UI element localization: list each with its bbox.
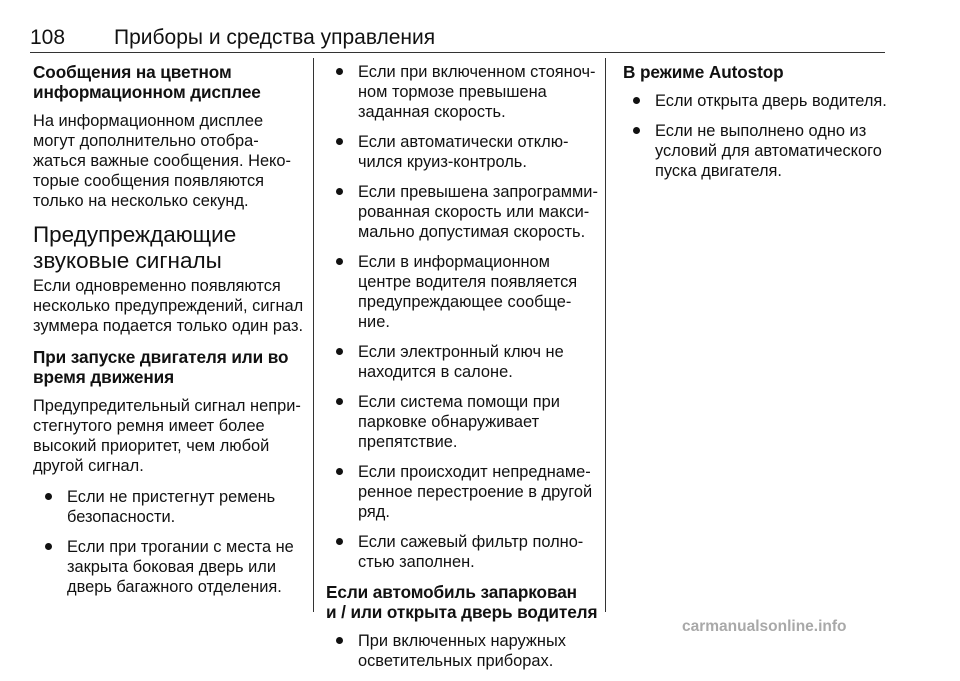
list-item: При включенных наружных осветительных приборах. <box>326 631 596 671</box>
heading-autostop: В режиме Autostop <box>623 62 784 82</box>
page-header <box>30 26 885 53</box>
list-item: Если не выполнено одно из условий для автоматического пуска двигателя. <box>623 121 893 181</box>
column-2 <box>326 62 596 681</box>
page-title: Приборы и средства управления <box>114 26 436 49</box>
list-item: Если система помощи при парковке обнаруживает препятствие. <box>326 392 596 452</box>
bullet-list-parked <box>326 631 596 671</box>
watermark: carmanualsonline.info <box>682 618 847 635</box>
heading-color-display-messages: Сообщения на цветном информационном дисплее <box>33 62 261 102</box>
heading-warning-chimes: Предупреждающие звуковые сигналы <box>33 222 237 273</box>
column-divider-1 <box>313 58 314 612</box>
list-item: Если электронный ключ не находится в салоне. <box>326 342 596 382</box>
column-3 <box>623 62 893 191</box>
bullet-list-col1 <box>33 487 305 597</box>
heading-start-driving: При запуске двигателя или во время движения <box>33 347 289 387</box>
column-divider-2 <box>605 58 606 612</box>
bullet-list-col2 <box>326 62 596 572</box>
paragraph-messages: На информационном дисплее могут дополнительно отобра- жаться важные сообщения. Неко- торые сообщения появляются только на несколько секунд. <box>33 112 291 210</box>
page-number: 108 <box>30 26 66 49</box>
list-item: Если в информационном центре водителя появляется предупреждающее сообще- ние. <box>326 252 596 332</box>
list-item: Если сажевый фильтр полно- стью заполнен. <box>326 532 596 572</box>
paragraph-warning-chimes: Если одновременно появляются несколько предупреждений, сигнал зуммера подается только один раз. <box>33 277 304 335</box>
list-item: Если открыта дверь водителя. <box>623 91 893 111</box>
list-item: Если не пристегнут ремень безопасности. <box>33 487 305 527</box>
column-1 <box>33 62 305 607</box>
list-item: Если при трогании с места не закрыта боковая дверь или дверь багажного отделения. <box>33 537 305 597</box>
heading-parked-door-open: Если автомобиль запаркован и / или открыта дверь водителя <box>326 582 598 622</box>
list-item: Если происходит непреднаме- ренное перестроение в другой ряд. <box>326 462 596 522</box>
bullet-list-autostop <box>623 91 893 181</box>
list-item: Если превышена запрограмми- рованная скорость или макси- мально допустимая скорость. <box>326 182 596 242</box>
list-item: Если автоматически отклю- чился круиз-контроль. <box>326 132 596 172</box>
list-item: Если при включенном стояноч- ном тормозе превышена заданная скорость. <box>326 62 596 122</box>
paragraph-seatbelt-priority: Предупредительный сигнал непри- стегнутого ремня имеет более высокий приоритет, чем любой другой сигнал. <box>33 397 301 475</box>
